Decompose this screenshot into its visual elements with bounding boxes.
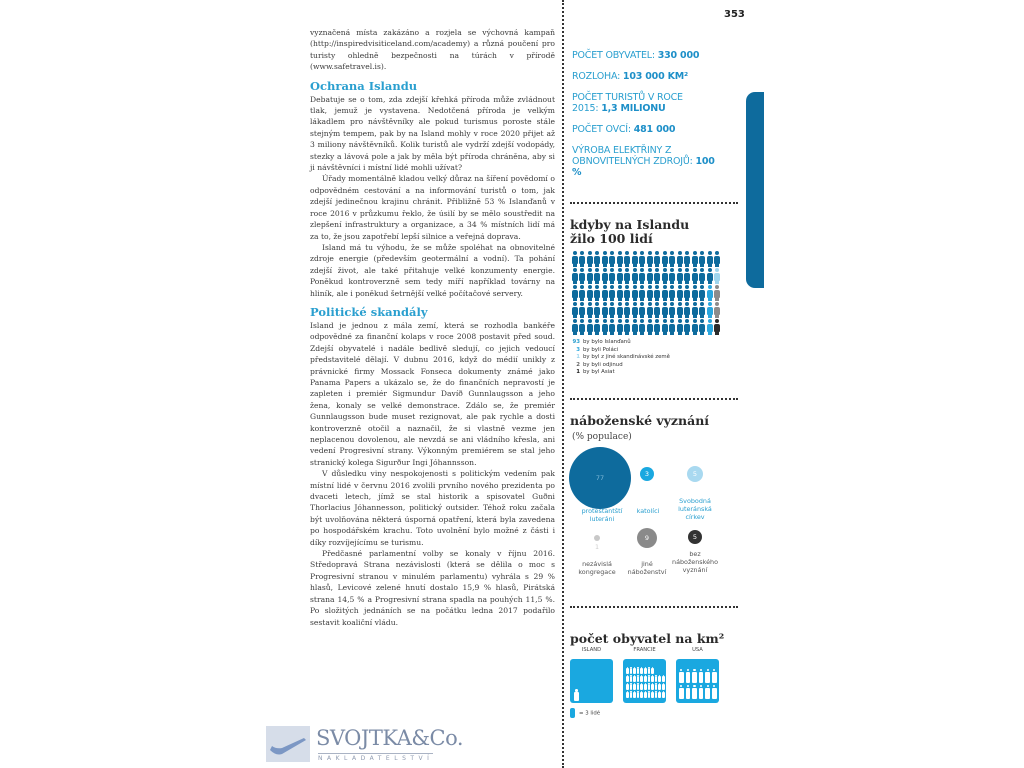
- person-icon: [676, 319, 683, 335]
- person-icon: [631, 302, 638, 318]
- person-icon: [609, 319, 616, 335]
- person-icon: [624, 251, 631, 267]
- person-icon: [646, 285, 653, 301]
- person-icon: [586, 319, 593, 335]
- person-icon: [616, 285, 623, 301]
- person-icon: [707, 669, 709, 671]
- person-icon: [713, 669, 715, 671]
- people-legend: [571, 339, 670, 377]
- person-icon: [624, 285, 631, 301]
- person-icon: [684, 251, 691, 267]
- person-icon: [624, 268, 631, 284]
- person-icon: [646, 302, 653, 318]
- person-icon: [579, 251, 586, 267]
- label-lutheran: protestantští luteráni: [581, 507, 623, 523]
- person-icon: [706, 268, 713, 284]
- value-independent: 1: [594, 543, 600, 551]
- person-icon: [594, 268, 601, 284]
- person-icon: [714, 251, 721, 267]
- person-icon: [571, 251, 578, 267]
- legend-item: 2 by byli odjinud: [576, 361, 623, 368]
- person-icon: [654, 268, 661, 284]
- person-icon: [639, 251, 646, 267]
- person-icon: [586, 268, 593, 284]
- person-icon: [571, 302, 578, 318]
- person-icon: [700, 669, 702, 671]
- person-icon: [654, 285, 661, 301]
- section-divider: [570, 606, 738, 608]
- person-icon: [706, 285, 713, 301]
- chapter-tab-marker: [746, 92, 764, 288]
- person-icon: [714, 302, 721, 318]
- person-icon: [654, 251, 661, 267]
- person-icon: [570, 708, 575, 718]
- fact-renewable: VÝROBA ELEKTŘINY Z OBNOVITELNÝCH ZDROJŮ: 100 %: [572, 145, 715, 178]
- person-icon: [586, 302, 593, 318]
- column-divider: [562, 0, 564, 768]
- person-icon: [624, 302, 631, 318]
- person-icon: [699, 268, 706, 284]
- label-none: bez náboženského vyznání: [672, 550, 718, 574]
- person-icon: [680, 685, 682, 687]
- person-icon: [646, 319, 653, 335]
- hundred-people-title: kdyby na Islandu žilo 100 lidí: [570, 217, 690, 246]
- page-number: 353: [724, 9, 745, 20]
- person-icon: [669, 285, 676, 301]
- label-catholic: katolíci: [636, 507, 660, 515]
- paragraph: V důsledku viny nespokojenosti s politickým vedením pak místní lidé v červnu 2016 zvolili prvního nového prezidenta po dvaceti letech, jímž se stal historik a spisovatel Guðni Thorlacius Jóhannesson, politický outsider. Téhož roku začala být uvolňována některá úsporná opatření, která byla zavedena po hospodářském krachu. Toto uvolnění bylo možné z části i díky rozvíjejícímu se turismu.: [310, 469, 555, 547]
- density-box-island: [570, 659, 613, 703]
- legend-item: 93 by bylo Islanďanů: [572, 339, 631, 345]
- person-icon: [713, 685, 715, 687]
- person-icon: [661, 251, 668, 267]
- paragraph: Island má tu výhodu, že se může spoléhat na obnovitelné zdroje energie (především geotermální a vodní). Ta pohání zdejší život, ale také přitahuje velké konzumenty energie. Poněkud kontroverzně sem tedy míří například továrny na hliník, ale i poněkud šetrnější velké počítačové servery.: [310, 242, 555, 298]
- person-icon: [684, 268, 691, 284]
- person-icon: [631, 268, 638, 284]
- person-icon: [661, 302, 668, 318]
- person-icon: [661, 319, 668, 335]
- section-divider: [570, 202, 738, 204]
- person-icon: [601, 268, 608, 284]
- bubble-free-church: 5: [687, 466, 703, 482]
- label-free-church: Svobodná luteránská církev: [678, 497, 712, 521]
- fact-sheep: POČET OVCÍ: 481 000: [572, 124, 676, 135]
- person-icon: [654, 319, 661, 335]
- person-icon: [616, 302, 623, 318]
- label-independent: nezávislá kongregace: [578, 560, 616, 576]
- person-icon: [601, 251, 608, 267]
- person-icon: [616, 319, 623, 335]
- person-icon: [691, 302, 698, 318]
- person-icon: [706, 251, 713, 267]
- person-icon: [691, 285, 698, 301]
- paragraph: Předčasné parlamentní volby se konaly v říjnu 2016. Středopravá Strana nezávislosti (která se dělila o moc s Progresivní stranou v minulém parlamentu) vyhrála s 29 % hlasů, Levicové zelené hnutí dostalo 15,9 % hlasů, Pirátská strana 14,5 % a Progresivní strana spadla na pouhých 11,5 %. Po složitých jednáních se na počátku ledna 2017 podařilo sestavit koaliční vládu.: [310, 549, 555, 627]
- person-icon: [601, 285, 608, 301]
- person-icon: [616, 251, 623, 267]
- people-pictogram: [571, 251, 721, 335]
- density-legend: = 3 lidé: [570, 708, 600, 718]
- person-icon: [684, 302, 691, 318]
- person-icon: [624, 319, 631, 335]
- person-icon: [699, 319, 706, 335]
- person-icon: [631, 251, 638, 267]
- person-icon: [579, 285, 586, 301]
- fact-tourists: POČET TURISTŮ V ROCE 2015: 1,3 MILIONU: [572, 92, 683, 114]
- person-icon: [594, 302, 601, 318]
- person-icon: [706, 319, 713, 335]
- checkmark-icon: [266, 726, 310, 762]
- country-label-france: FRANCIE: [633, 647, 656, 653]
- person-icon: [680, 669, 682, 671]
- intro-paragraph: vyznačená místa zakázáno a rozjela se výchovná kampaň (http://inspiredvisiticeland.com/academy) a různá poučení pro turisty ohledně bezpečnosti na túrách v přírodě (www.safetravel.is).: [310, 28, 555, 72]
- person-icon: [639, 302, 646, 318]
- person-icon: [579, 302, 586, 318]
- person-icon: [571, 268, 578, 284]
- person-icon: [601, 302, 608, 318]
- facts-list: [572, 50, 742, 188]
- person-icon: [579, 268, 586, 284]
- section-heading-skandaly: Politické skandály: [310, 304, 428, 319]
- person-icon: [699, 251, 706, 267]
- person-icon: [571, 285, 578, 301]
- person-icon: [669, 268, 676, 284]
- religion-title: náboženské vyznání: [570, 413, 710, 428]
- person-icon: [654, 302, 661, 318]
- legend-item: 3 by byli Poláci: [576, 346, 619, 353]
- person-icon: [707, 685, 709, 687]
- person-icon: [676, 251, 683, 267]
- person-icon: [691, 319, 698, 335]
- person-icon: [609, 251, 616, 267]
- density-box-france: [623, 659, 666, 703]
- bubble-lutheran: 77: [569, 447, 631, 509]
- bubble-independent: [594, 535, 600, 541]
- person-icon: [609, 285, 616, 301]
- person-icon: [691, 251, 698, 267]
- label-other: jiné náboženství: [627, 560, 667, 576]
- person-icon: [676, 302, 683, 318]
- paragraph: Úřady momentálně kladou velký důraz na šíření povědomí o odpovědném cestování a na informování turistů o tom, jak zdejší jedinečnou krajinu chránit. Přibližně 53 % Islanďanů v roce 2016 v průzkumu řeklo, že úsilí by se mělo soustředit na zlepšení infrastruktury a organizace, a 34 % místních lidí má za to, že jsou zapotřebí lepší silnice a veřejná doprava.: [310, 174, 555, 241]
- person-icon: [594, 251, 601, 267]
- person-icon: [714, 319, 721, 335]
- density-title: počet obyvatel na km²: [570, 631, 725, 646]
- person-icon: [687, 669, 689, 671]
- person-icon: [579, 319, 586, 335]
- person-icon: [661, 285, 668, 301]
- article-column: [310, 27, 555, 628]
- person-icon: [699, 302, 706, 318]
- religion-subtitle: (% populace): [572, 432, 632, 442]
- fact-population: POČET OBYVATEL: 330 000: [572, 50, 700, 61]
- person-icon: [714, 268, 721, 284]
- section-divider: [570, 398, 738, 400]
- country-label-usa: USA: [692, 647, 703, 653]
- paragraph: Debatuje se o tom, zda zdejší křehká příroda může zvládnout tlak, jemuž je vystavena. Nedotčená příroda je velkým lákadlem pro návštěvníky ale pokud turismus poroste stále stejným tempem, pak by na Island mohly v roce 2020 přijet až 3 miliony návštěvníků. Kolik turistů ale vydrží zdejší vodopády, stezky a lávová pole a jak by měla být příroda chráněna, aby si ji návštěvníci i místní lidé mohli užívat?: [310, 94, 555, 173]
- person-icon: [646, 268, 653, 284]
- fact-area: ROZLOHA: 103 000 KM²: [572, 71, 688, 82]
- density-box-usa: [676, 659, 719, 703]
- person-icon: [691, 268, 698, 284]
- person-icon: [706, 302, 713, 318]
- person-icon: [684, 319, 691, 335]
- person-icon: [639, 319, 646, 335]
- legend-item: 1 by byl Asiat: [576, 369, 615, 376]
- person-icon: [669, 302, 676, 318]
- person-icon: [687, 685, 689, 687]
- country-label-island: ISLAND: [581, 647, 602, 653]
- person-icon: [700, 685, 702, 687]
- person-icon: [616, 268, 623, 284]
- person-icon: [693, 685, 695, 687]
- publisher-name: SVOJTKA&Co.: [316, 726, 464, 750]
- person-icon: [699, 285, 706, 301]
- bubble-other: 9: [637, 528, 657, 548]
- person-icon: [639, 268, 646, 284]
- person-icon: [594, 319, 601, 335]
- person-icon: [676, 285, 683, 301]
- person-icon: [669, 251, 676, 267]
- person-icon: [594, 285, 601, 301]
- person-icon: [586, 251, 593, 267]
- person-icon: [631, 285, 638, 301]
- person-icon: [609, 268, 616, 284]
- publisher-logo: [266, 726, 466, 762]
- logo-square: [266, 726, 310, 762]
- person-icon: [676, 268, 683, 284]
- paragraph: Island je jednou z mála zemí, která se rozhodla bankéře odpovědné za finanční kolaps v roce 2008 postavit před soud. Zdejší obyvatelé i nadále bedlivě sledují, co jejich vedoucí představitelé dělají. V dubnu 2016, když do médií unikly z právnické firmy Mossack Fonseca dokumenty známé jako Panama Papers a ukázalo se, že do finančních nepravostí je zapleten i premiér Sigmundur Davíð Gunnlaugsson a jeho žena, konaly se velké demonstrace. Zdálo se, že premiér Gunnlaugsson bude muset rezignovat, ale pak rychle a dosti kontroverzně otočil a naznačil, že si vlastně vezme jen neplacenou dovolenou, ale nevzdá se ani vládního křesla, ani vedení Progresivní strany. Výkonným premiérem se stal jeho stranický kolega Sigurður Ingi Jóhannsson.: [310, 320, 555, 467]
- section-heading-ochrana: Ochrana Islandu: [310, 78, 418, 93]
- person-icon: [693, 669, 695, 671]
- person-icon: [586, 285, 593, 301]
- person-icon: [646, 251, 653, 267]
- person-icon: [639, 285, 646, 301]
- person-icon: [609, 302, 616, 318]
- person-icon: [669, 319, 676, 335]
- bubble-catholic: 3: [640, 467, 654, 481]
- publisher-tagline: NAKLADATELSTVÍ: [318, 755, 434, 762]
- person-icon: [661, 268, 668, 284]
- person-icon: [631, 319, 638, 335]
- person-icon: [601, 319, 608, 335]
- person-icon: [571, 319, 578, 335]
- person-icon: [684, 285, 691, 301]
- bubble-none: 5: [688, 530, 702, 544]
- person-icon: [714, 285, 721, 301]
- legend-item: 1 by byl z jiné skandinávské země: [576, 354, 670, 361]
